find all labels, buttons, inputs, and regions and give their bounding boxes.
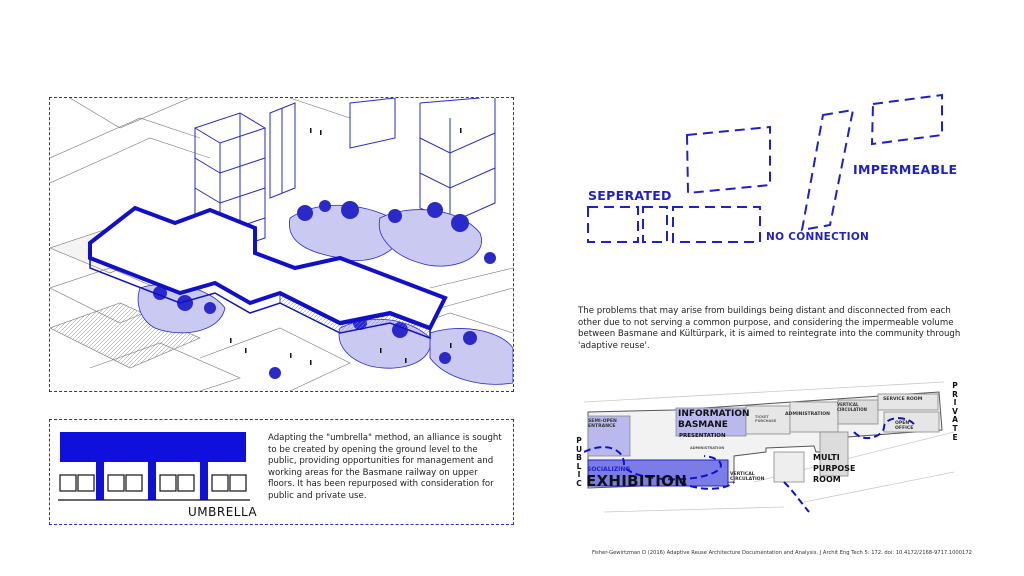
plan-exhibition: EXHIBITION — [586, 472, 688, 490]
citation: Fisher-Gewirtzman D (2016) Adaptive Reuse Architecture Documentation and Analysis. J Archit Eng Tech 5: 172. doi: 10.4172/2168-9717.1000172 — [592, 550, 972, 556]
floor-plan — [584, 372, 954, 522]
plan-information-title: INFORMATION — [678, 409, 750, 419]
plan-service-room: SERVICE ROOM — [883, 397, 923, 402]
plan-presentation: PRESENTATION — [679, 433, 726, 439]
impermeable-label: IMPERMEABLE — [853, 162, 958, 177]
private-vertical-label: P R I V A T E — [952, 381, 958, 442]
plan-vertical-circulation-lower: VERTICAL CIRCULATION — [730, 472, 765, 482]
plan-multi-purpose-room: MULTI PURPOSE ROOM — [813, 453, 856, 484]
umbrella-label: UMBRELLA — [188, 505, 258, 519]
plan-semi-open-entrance: SEMI-OPEN ENTRANCE — [588, 419, 617, 429]
no-connection-label: NO CONNECTION — [766, 231, 870, 243]
problem-description: The problems that may arise from buildings being distant and disconnected from each other due to not serving a common purpose, and considering the impermeable volume between Basmane and Kültürpark, it is aimed to reintegrate into the community through 'adaptive reuse'. — [578, 306, 961, 351]
plan-administration-small: ADMINISTRATION — [690, 446, 725, 450]
plan-open-office: OPEN OFFICE — [895, 421, 914, 431]
plan-basmane-title: BASMANE — [678, 420, 728, 430]
axonometric-drawing — [50, 98, 513, 391]
separated-label: SEPERATED — [588, 188, 672, 203]
plan-vertical-circulation-upper: VERTICAL CIRCULATION — [837, 402, 867, 412]
umbrella-diagram — [58, 428, 258, 510]
plan-ticket-purchase: TICKET PURCHASE — [755, 415, 777, 423]
public-vertical-label: P U B L I C — [575, 436, 583, 488]
plan-socializing: SOCIALIZING — [587, 466, 631, 473]
plan-administration: ADMINISTRATION — [785, 412, 830, 417]
umbrella-description: Adapting the "umbrella" method, an alliance is sought to be created by opening the ground level to the public, providing opportunities for management and working areas for the Basmane railway on upper floors. It has been repurposed with consideration for public and private use. — [268, 433, 502, 501]
